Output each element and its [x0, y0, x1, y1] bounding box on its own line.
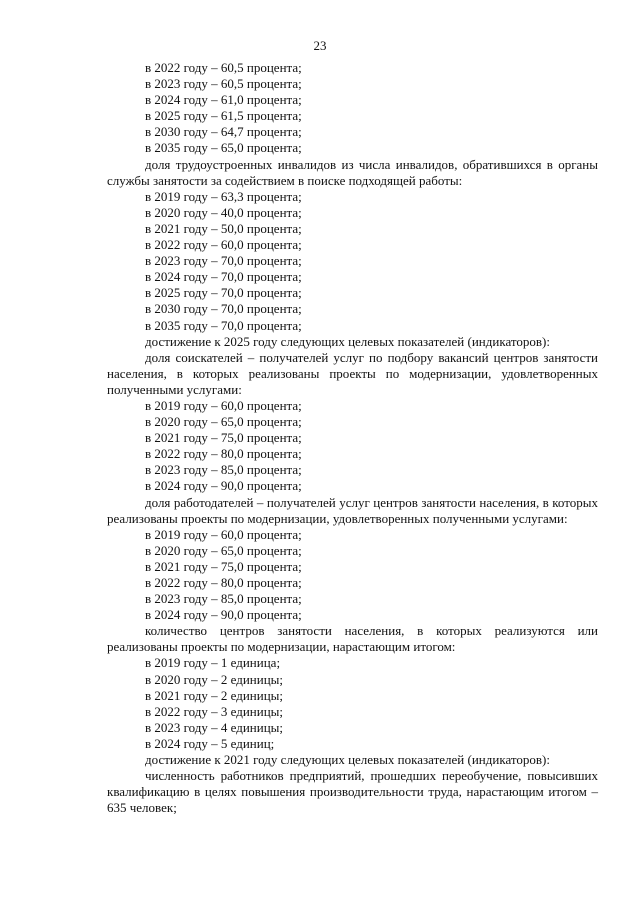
- list-item: в 2019 году – 60,0 процента;: [145, 526, 302, 542]
- list-item: в 2024 году – 61,0 процента;: [145, 92, 302, 108]
- list-item: в 2019 году – 1 единица;: [145, 655, 281, 671]
- list-item: в 2025 году – 70,0 процента;: [145, 285, 302, 301]
- list-item: в 2030 году – 64,7 процента;: [145, 124, 302, 140]
- list-item: в 2020 году – 40,0 процента;: [145, 204, 302, 220]
- paragraph: достижение к 2025 году следующих целевых показателей (индикаторов):: [145, 333, 550, 349]
- list-item: в 2025 году – 61,5 процента;: [145, 108, 302, 124]
- paragraph: численность работников предприятий, прошедших переобучение, повысивших квалификацию в целях повышения производительности труда, нарастающим итогом – 635 человек;: [107, 768, 598, 816]
- list-item: в 2020 году – 65,0 процента;: [145, 414, 302, 430]
- list-item: в 2023 году – 4 единицы;: [145, 719, 284, 735]
- list-item: в 2021 году – 75,0 процента;: [145, 558, 302, 574]
- list-item: в 2023 году – 60,5 процента;: [145, 76, 302, 92]
- list-item: в 2023 году – 85,0 процента;: [145, 462, 302, 478]
- list-item: в 2024 году – 5 единиц;: [145, 735, 275, 751]
- list-item: в 2022 году – 80,0 процента;: [145, 575, 302, 590]
- list-item: в 2024 году – 90,0 процента;: [145, 478, 302, 494]
- list-item: в 2019 году – 63,3 процента;: [145, 188, 302, 204]
- paragraph: количество центров занятости населения, в которых реализуются или реализованы проекты по модернизации, нарастающим итогом:: [107, 623, 598, 655]
- list-item: в 2019 году – 60,0 процента;: [145, 397, 302, 413]
- list-item: в 2023 году – 85,0 процента;: [145, 591, 302, 607]
- paragraph: достижение к 2021 году следующих целевых показателей (индикаторов):: [145, 752, 550, 768]
- list-item: в 2021 году – 50,0 процента;: [145, 220, 302, 236]
- list-item: в 2021 году – 2 единицы;: [145, 687, 284, 703]
- list-item: в 2023 году – 70,0 процента;: [145, 253, 302, 269]
- list-item: в 2022 году – 60,5 процента;: [145, 60, 302, 75]
- list-item: в 2022 году – 80,0 процента;: [145, 446, 302, 462]
- paragraph: доля соискателей – получателей услуг по подбору вакансий центров занятости населения, в которых реализованы проекты по модернизации, удовлетворенных полученными услугами:: [107, 349, 598, 397]
- page-number: 23: [313, 38, 327, 53]
- list-item: в 2035 году – 65,0 процента;: [145, 140, 302, 156]
- list-item: в 2020 году – 65,0 процента;: [145, 542, 302, 558]
- list-item: в 2024 году – 90,0 процента;: [145, 607, 302, 623]
- document-body: [107, 60, 598, 816]
- paragraph: доля работодателей – получателей услуг центров занятости населения, в которых реализованы проекты по модернизации, удовлетворенных полученными услугами:: [107, 494, 598, 526]
- list-item: в 2035 году – 70,0 процента;: [145, 317, 302, 333]
- list-item: в 2020 году – 2 единицы;: [145, 671, 284, 687]
- list-item: в 2030 году – 70,0 процента;: [145, 301, 302, 317]
- list-item: в 2024 году – 70,0 процента;: [145, 269, 302, 285]
- list-item: в 2021 году – 75,0 процента;: [145, 430, 302, 446]
- paragraph: доля трудоустроенных инвалидов из числа инвалидов, обратившихся в органы службы занятости за содействием в поиске подходящей работы:: [107, 156, 598, 188]
- list-item: в 2022 году – 60,0 процента;: [145, 237, 302, 253]
- list-item: в 2022 году – 3 единицы;: [145, 703, 284, 719]
